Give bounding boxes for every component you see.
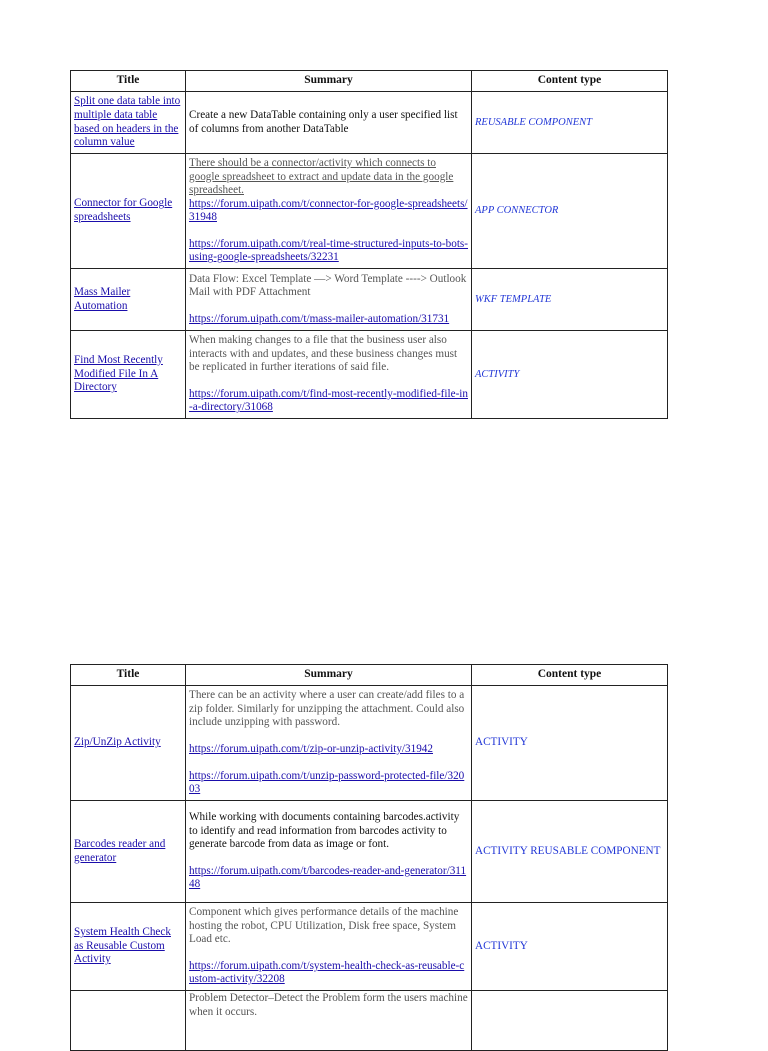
table-header-row [71, 665, 668, 686]
summary-text: Data Flow: Excel Template —> Word Template ----> Outlook Mail with PDF Attachment [189, 272, 467, 299]
title-link[interactable]: System Health Check as Reusable Custom Activity [74, 926, 171, 966]
content-type-label: ACTIVITY [475, 736, 528, 749]
table-row [71, 154, 668, 269]
summary-text: Create a new DataTable containing only a user specified list of columns from another DataTable [189, 108, 458, 135]
forum-link[interactable]: https://forum.uipath.com/t/barcodes-reader-and-generator/31148 [189, 864, 467, 891]
content-type-label: ACTIVITY [475, 368, 520, 380]
column-header-summary: Summary [186, 71, 472, 92]
row-content-type-cell [472, 154, 668, 269]
row-title-cell [71, 991, 186, 1051]
table-row [71, 686, 668, 801]
summary-text: There should be a connector/activity which connects to google spreadsheet to extract and update data in the google spreadsheet. [189, 156, 454, 197]
table-row [71, 269, 668, 331]
column-header-content-type: Content type [472, 71, 668, 92]
row-content-type-cell [472, 331, 668, 419]
content-type-label: ACTIVITY [475, 939, 528, 952]
column-header-title: Title [71, 665, 186, 686]
table-header-row [71, 71, 668, 92]
row-summary-cell [186, 92, 472, 154]
title-link[interactable]: Barcodes reader and generator [74, 837, 166, 864]
row-content-type-cell [472, 903, 668, 991]
summary-text: When making changes to a file that the business user also interacts with and updates, and these business changes must be replicated in further iterations of said file. [189, 334, 458, 374]
table-row [71, 903, 668, 991]
forum-link[interactable]: https://forum.uipath.com/t/zip-or-unzip-activity/31942 [189, 743, 433, 755]
row-title-cell [71, 801, 186, 903]
forum-link[interactable]: https://forum.uipath.com/t/real-time-structured-inputs-to-bots-using-google-spreadsheets/32231 [189, 237, 469, 264]
row-summary-cell [186, 154, 472, 269]
table-row [71, 92, 668, 154]
row-title-cell [71, 269, 186, 331]
content-table-1 [70, 70, 668, 419]
summary-text: Component which gives performance details of the machine hosting the robot, CPU Utilization, Disk free space, System Load etc. [189, 906, 459, 946]
content-type-label: REUSABLE COMPONENT [475, 116, 592, 128]
column-header-title: Title [71, 71, 186, 92]
forum-link[interactable]: https://forum.uipath.com/t/mass-mailer-automation/31731 [189, 312, 450, 325]
row-summary-cell [186, 903, 472, 991]
summary-text: While working with documents containing barcodes.activity to identify and read information from barcodes activity to generate barcode from data as image or font. [189, 811, 460, 851]
title-link[interactable]: Mass Mailer Automation [74, 285, 131, 312]
column-header-summary: Summary [186, 665, 472, 686]
table-row [71, 331, 668, 419]
row-title-cell [71, 331, 186, 419]
summary-text: Problem Detector–Detect the Problem form the users machine when it occurs. [189, 992, 468, 1018]
title-link[interactable]: Connector for Google spreadsheets [74, 197, 173, 223]
row-content-type-cell [472, 269, 668, 331]
table-row [71, 991, 668, 1051]
row-summary-cell [186, 991, 472, 1051]
row-content-type-cell [472, 92, 668, 154]
summary-text: There can be an activity where a user can create/add files to a zip folder. Similarly for unzipping the attachment. Could also include unzipping with password. [189, 689, 465, 729]
forum-link[interactable]: https://forum.uipath.com/t/unzip-password-protected-file/32003 [189, 769, 465, 796]
row-content-type-cell [472, 686, 668, 801]
title-link[interactable]: Zip/UnZip Activity [74, 736, 161, 749]
row-content-type-cell [472, 801, 668, 903]
row-summary-cell [186, 686, 472, 801]
row-title-cell [71, 903, 186, 991]
row-title-cell [71, 686, 186, 801]
row-content-type-cell [472, 991, 668, 1051]
forum-link[interactable]: https://forum.uipath.com/t/find-most-recently-modified-file-in-a-directory/31068 [189, 387, 468, 414]
title-link[interactable]: Split one data table into multiple data table based on headers in the column value [74, 95, 181, 149]
content-table-2 [70, 664, 668, 1051]
content-type-label: APP CONNECTOR [475, 205, 559, 217]
row-title-cell [71, 154, 186, 269]
table-row [71, 801, 668, 903]
column-header-content-type: Content type [472, 665, 668, 686]
forum-link[interactable]: https://forum.uipath.com/t/system-health-check-as-reusable-custom-activity/32208 [189, 959, 465, 986]
row-summary-cell [186, 269, 472, 331]
row-summary-cell [186, 801, 472, 903]
title-link[interactable]: Find Most Recently Modified File In A Directory [74, 354, 163, 394]
row-summary-cell [186, 331, 472, 419]
content-type-label: ACTIVITY REUSABLE COMPONENT [475, 844, 661, 857]
row-title-cell [71, 92, 186, 154]
forum-link[interactable]: https://forum.uipath.com/t/connector-for-google-spreadsheets/31948 [189, 197, 468, 224]
content-type-label: WKF TEMPLATE [475, 293, 552, 305]
